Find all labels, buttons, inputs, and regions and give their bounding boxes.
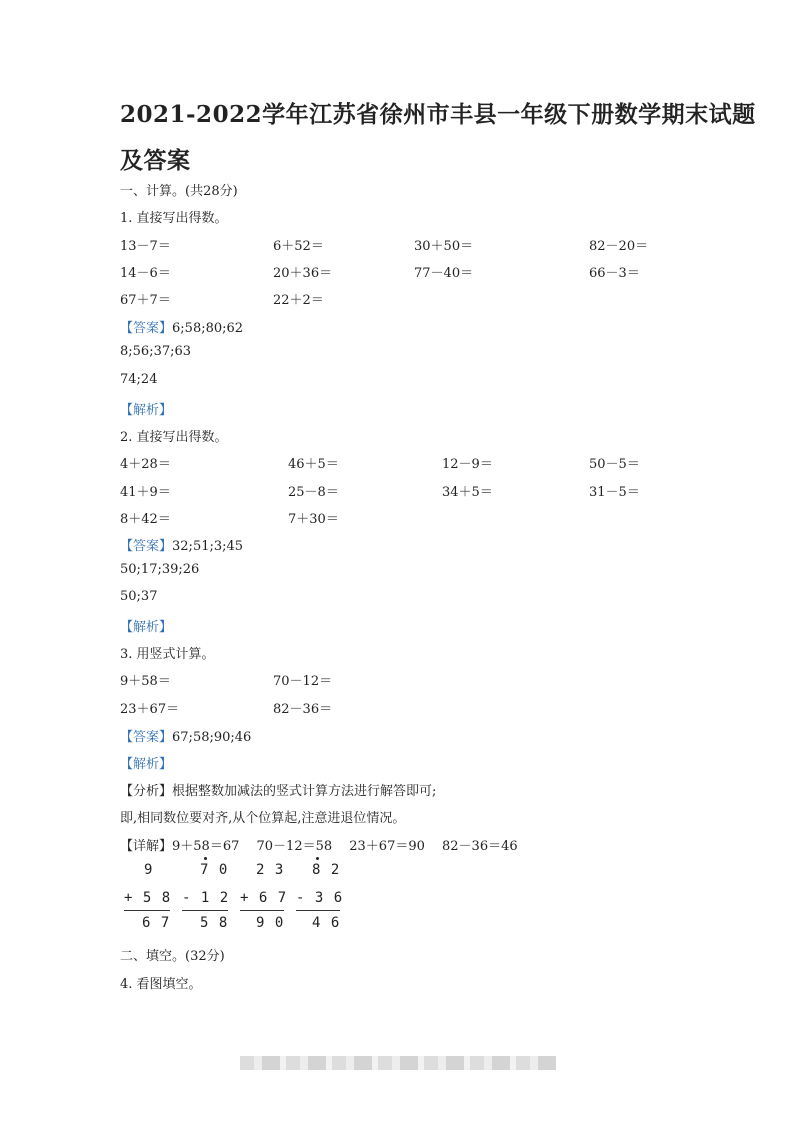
vcalc-result: 9 0 (256, 915, 285, 931)
q2-answer (120, 535, 243, 554)
q1-answer (120, 317, 243, 336)
q3-detail (120, 835, 518, 854)
vcalc-mid: - 1 2 (182, 890, 230, 906)
q1-heading: 1. 直接写出得数。 (120, 211, 228, 226)
vcalc-top: 2 3 (256, 862, 285, 878)
vertical-calc-2 (182, 862, 232, 932)
vcalc-result: 4 6 (312, 915, 341, 931)
q4-heading: 4. 看图填空。 (120, 977, 202, 992)
q2-r1-c2: 46＋5＝ (288, 457, 339, 472)
q2-analysis-tag: 【解析】 (120, 620, 173, 635)
vcalc-top: 7 0 (200, 862, 229, 878)
q1-answer-line-3: 74;24 (120, 372, 158, 387)
q2-r2-c1: 41＋9＝ (120, 485, 171, 500)
q3-r2-c1: 23＋67＝ (120, 702, 180, 717)
q1-r3-c1: 67＋7＝ (120, 293, 171, 308)
q1-r2-c4: 66－3＝ (589, 266, 640, 281)
q2-r2-c2: 25－8＝ (288, 485, 339, 500)
title-line-2: 及答案 (120, 147, 191, 174)
q1-r3-c2: 22＋2＝ (273, 293, 324, 308)
q2-r1-c4: 50－5＝ (589, 457, 640, 472)
answer-tag: 【答案】 (120, 321, 173, 336)
q1-r2-c3: 77－40＝ (414, 266, 474, 281)
q2-heading: 2. 直接写出得数。 (120, 430, 228, 445)
q1-r1-c2: 6＋52＝ (273, 239, 324, 254)
vcalc-mid: - 3 6 (296, 890, 344, 906)
q3-heading: 3. 用竖式计算。 (120, 647, 215, 662)
q1-r1-c3: 30＋50＝ (414, 239, 474, 254)
section-1-heading: 一、计算。(共28分) (120, 184, 238, 199)
q1-r1-c4: 82－20＝ (589, 239, 649, 254)
section-2-heading: 二、填空。(32分) (120, 949, 225, 964)
q2-r2-c3: 34＋5＝ (442, 485, 493, 500)
fenxi-tag: 【分析】 (120, 784, 173, 799)
vertical-calc-4 (296, 862, 346, 932)
q3-fenxi-line-2: 即,相同数位要对齐,从个位算起,注意进退位情况。 (120, 811, 406, 826)
vcalc-result: 6 7 (142, 915, 171, 931)
vcalc-rule (124, 910, 170, 911)
vcalc-mid: + 6 7 (240, 890, 288, 906)
borrow-dot (204, 857, 207, 860)
q1-answer-line-2: 8;56;37;63 (120, 344, 192, 359)
q3-analysis-tag: 【解析】 (120, 757, 173, 772)
q1-r1-c1: 13－7＝ (120, 239, 171, 254)
q3-answer (120, 726, 251, 745)
vertical-calc-1 (124, 862, 174, 932)
blurred-footer-watermark (240, 1056, 556, 1070)
q2-r3-c2: 7＋30＝ (288, 512, 339, 527)
q3-r1-c1: 9＋58＝ (120, 674, 171, 689)
answer-text: 6;58;80;62 (172, 321, 244, 336)
vcalc-result: 5 8 (200, 915, 229, 931)
detail-tag: 【详解】 (120, 839, 173, 854)
q3-r2-c2: 82－36＝ (273, 702, 333, 717)
detail-text: 9＋58＝67 70－12＝58 23＋67＝90 82－36＝46 (172, 839, 518, 854)
answer-tag: 【答案】 (120, 539, 173, 554)
q1-r2-c2: 20＋36＝ (273, 266, 333, 281)
vcalc-mid: + 5 8 (124, 890, 172, 906)
vcalc-top: 9 (144, 862, 154, 878)
q2-r1-c1: 4＋28＝ (120, 457, 171, 472)
q2-r3-c1: 8＋42＝ (120, 512, 171, 527)
vertical-calc-3 (240, 862, 290, 932)
vcalc-top: 8 2 (312, 862, 341, 878)
q3-r1-c2: 70－12＝ (273, 674, 333, 689)
answer-text: 32;51;3;45 (172, 539, 244, 554)
vcalc-rule (182, 910, 228, 911)
q1-analysis-tag: 【解析】 (120, 403, 173, 418)
vcalc-rule (296, 910, 340, 911)
title-line-1: 2021-2022学年江苏省徐州市丰县一年级下册数学期末试题 (120, 101, 756, 128)
q2-answer-line-2: 50;17;39;26 (120, 562, 200, 577)
answer-text: 67;58;90;46 (172, 730, 252, 745)
vcalc-rule (240, 910, 284, 911)
q1-r2-c1: 14－6＝ (120, 266, 171, 281)
q2-r1-c3: 12－9＝ (442, 457, 493, 472)
q2-r2-c4: 31－5＝ (589, 485, 640, 500)
borrow-dot (316, 857, 319, 860)
answer-tag: 【答案】 (120, 730, 173, 745)
q3-fenxi (120, 780, 436, 799)
fenxi-text: 根据整数加减法的竖式计算方法进行解答即可; (172, 784, 437, 799)
q2-answer-line-3: 50;37 (120, 589, 158, 604)
